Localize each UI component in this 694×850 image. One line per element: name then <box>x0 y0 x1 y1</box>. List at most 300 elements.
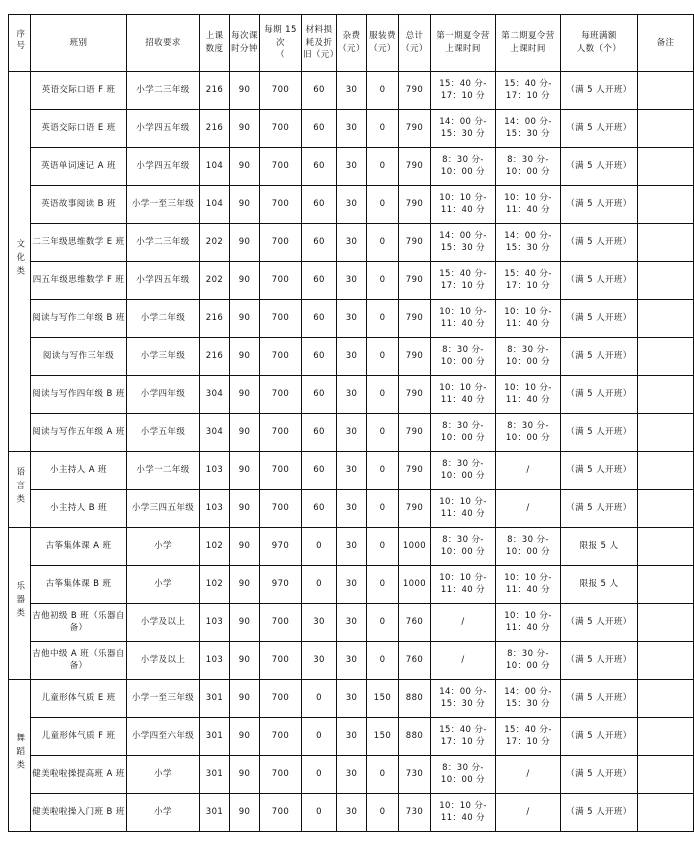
time-line: 8：30 分- <box>442 763 484 774</box>
cell-period1-time <box>431 110 496 148</box>
cell-period2-time <box>496 756 561 794</box>
cell-clothing-fee: 0 <box>367 566 399 604</box>
time-line: 11：40 分 <box>440 584 486 595</box>
cell-term-fee: 700 <box>260 452 302 490</box>
cell-total-fee: 1000 <box>399 566 431 604</box>
cell-misc-fee: 30 <box>337 338 367 376</box>
cell-total-fee: 790 <box>399 262 431 300</box>
time-line: 10：10 分- <box>439 193 487 204</box>
column-header-period2_time-line: 上课时间 <box>510 44 546 54</box>
cell-frequency: 102 <box>200 566 230 604</box>
cell-frequency: 301 <box>200 756 230 794</box>
cell-requirement: 小学 <box>127 794 200 832</box>
cell-material-fee: 60 <box>302 72 337 110</box>
cell-material-fee: 60 <box>302 110 337 148</box>
time-line: / <box>526 768 530 779</box>
cell-requirement: 小学二三年级 <box>127 224 200 262</box>
column-header-requirement-line: 招收要求 <box>145 37 181 48</box>
table-row <box>9 110 694 148</box>
cell-class-name: 英语交际口语 E 班 <box>31 110 127 148</box>
cell-material-fee: 60 <box>302 148 337 186</box>
time-line: 10：10 分- <box>439 383 487 394</box>
cell-period2-time <box>496 680 561 718</box>
column-header-material_fee-line: 耗及折 <box>305 37 333 48</box>
cell-clothing-fee: 0 <box>367 110 399 148</box>
time-line: 14：00 分- <box>504 231 552 242</box>
category-label: 舞蹈类 <box>14 733 25 774</box>
cell-period1-time <box>431 224 496 262</box>
cell-period1-time <box>431 756 496 794</box>
cell-frequency: 103 <box>200 452 230 490</box>
column-header-remark <box>638 15 694 72</box>
cell-total-fee: 760 <box>399 642 431 680</box>
time-line: 15：30 分 <box>440 128 486 139</box>
cell-requirement: 小学三年级 <box>127 338 200 376</box>
cell-term-fee: 700 <box>260 376 302 414</box>
cell-remark <box>638 338 694 376</box>
column-header-material_fee-line: 材料损 <box>305 24 333 35</box>
time-line: 11：40 分 <box>440 812 486 823</box>
cell-material-fee: 0 <box>302 566 337 604</box>
cell-term-fee: 700 <box>260 148 302 186</box>
category-cell <box>9 528 31 680</box>
time-line: / <box>526 806 530 817</box>
cell-class-quota: （满 5 人开班） <box>561 680 638 718</box>
cell-requirement: 小学一至三年级 <box>127 186 200 224</box>
cell-material-fee: 60 <box>302 224 337 262</box>
cell-misc-fee: 30 <box>337 300 367 338</box>
column-header-misc_fee-line: 杂费 <box>342 31 361 42</box>
time-line: 15：30 分 <box>440 698 486 709</box>
cell-material-fee: 0 <box>302 680 337 718</box>
time-line: 11：40 分 <box>440 508 486 519</box>
cell-misc-fee: 30 <box>337 566 367 604</box>
cell-period2-time <box>496 224 561 262</box>
time-line: 15：30 分 <box>505 128 551 139</box>
table-row <box>9 300 694 338</box>
column-header-period2_time-line: 第二期夏令营 <box>501 31 555 42</box>
cell-period2-time <box>496 262 561 300</box>
column-header-minutes <box>230 15 260 72</box>
column-header-total_fee-line: 总计 <box>405 31 424 42</box>
cell-period1-time <box>431 604 496 642</box>
time-line: 15：30 分 <box>440 242 486 253</box>
cell-total-fee: 790 <box>399 110 431 148</box>
cell-total-fee: 790 <box>399 414 431 452</box>
cell-material-fee: 60 <box>302 452 337 490</box>
time-line: 10：00 分 <box>440 470 486 481</box>
cell-material-fee: 30 <box>302 642 337 680</box>
category-cell <box>9 72 31 452</box>
cell-term-fee: 700 <box>260 794 302 832</box>
cell-misc-fee: 30 <box>337 110 367 148</box>
cell-remark <box>638 528 694 566</box>
table-row <box>9 490 694 528</box>
cell-remark <box>638 680 694 718</box>
cell-class-name: 古筝集体课 A 班 <box>31 528 127 566</box>
cell-class-name: 吉他初级 B 班（乐器自备） <box>31 604 127 642</box>
cell-misc-fee: 30 <box>337 680 367 718</box>
column-header-period2_time <box>496 15 561 72</box>
time-line: 15：30 分 <box>505 698 551 709</box>
cell-class-name: 儿童形体气质 F 班 <box>31 718 127 756</box>
cell-minutes: 90 <box>230 528 260 566</box>
time-line: 10：10 分- <box>439 573 487 584</box>
cell-class-quota: （满 5 人开班） <box>561 718 638 756</box>
cell-period2-time <box>496 490 561 528</box>
cell-class-name: 阅读与写作五年级 A 班 <box>31 414 127 452</box>
cell-class-name: 阅读与写作二年级 B 班 <box>31 300 127 338</box>
time-line: 10：10 分- <box>504 611 552 622</box>
time-line: 8：30 分- <box>507 649 549 660</box>
cell-requirement: 小学四年级 <box>127 376 200 414</box>
column-header-class_name-line: 班别 <box>69 37 88 48</box>
cell-class-quota: （满 5 人开班） <box>561 338 638 376</box>
cell-misc-fee: 30 <box>337 528 367 566</box>
cell-misc-fee: 30 <box>337 376 367 414</box>
column-header-frequency-line: 数度 <box>205 44 224 54</box>
time-line: 8：30 分- <box>442 155 484 166</box>
time-line: 17：10 分 <box>440 90 486 101</box>
cell-frequency: 104 <box>200 148 230 186</box>
cell-requirement: 小学四至六年级 <box>127 718 200 756</box>
time-line: 15：40 分- <box>504 269 552 280</box>
cell-requirement: 小学 <box>127 528 200 566</box>
cell-total-fee: 790 <box>399 376 431 414</box>
cell-minutes: 90 <box>230 148 260 186</box>
cell-material-fee: 0 <box>302 528 337 566</box>
cell-period2-time <box>496 794 561 832</box>
time-line: 17：10 分 <box>440 280 486 291</box>
table-row <box>9 452 694 490</box>
cell-class-quota: （满 5 人开班） <box>561 414 638 452</box>
cell-total-fee: 790 <box>399 148 431 186</box>
cell-term-fee: 700 <box>260 262 302 300</box>
cell-minutes: 90 <box>230 452 260 490</box>
cell-period1-time <box>431 718 496 756</box>
table-row <box>9 604 694 642</box>
cell-requirement: 小学及以上 <box>127 604 200 642</box>
cell-class-quota: （满 5 人开班） <box>561 148 638 186</box>
time-line: 17：10 分 <box>505 280 551 291</box>
time-line: 11：40 分 <box>505 204 551 215</box>
cell-frequency: 202 <box>200 224 230 262</box>
time-line: 11：40 分 <box>440 204 486 215</box>
cell-misc-fee: 30 <box>337 262 367 300</box>
cell-material-fee: 60 <box>302 186 337 224</box>
time-line: 10：00 分 <box>440 356 486 367</box>
cell-period1-time <box>431 566 496 604</box>
cell-misc-fee: 30 <box>337 490 367 528</box>
cell-total-fee: 880 <box>399 718 431 756</box>
cell-period1-time <box>431 490 496 528</box>
cell-frequency: 301 <box>200 794 230 832</box>
time-line: 10：00 分 <box>440 546 486 557</box>
column-header-total_fee-line: （元） <box>401 44 428 54</box>
cell-class-quota: 限报 5 人 <box>561 528 638 566</box>
cell-term-fee: 700 <box>260 110 302 148</box>
cell-class-name: 阅读与写作三年级 <box>31 338 127 376</box>
column-header-class_quota-line: 人数（个） <box>576 44 622 54</box>
cell-total-fee: 790 <box>399 490 431 528</box>
cell-period2-time <box>496 110 561 148</box>
column-header-index-text: 序号 <box>14 29 25 53</box>
cell-minutes: 90 <box>230 642 260 680</box>
cell-term-fee: 700 <box>260 300 302 338</box>
cell-period2-time <box>496 376 561 414</box>
cell-minutes: 90 <box>230 262 260 300</box>
cell-misc-fee: 30 <box>337 452 367 490</box>
cell-period2-time <box>496 338 561 376</box>
cell-remark <box>638 566 694 604</box>
cell-clothing-fee: 0 <box>367 414 399 452</box>
table-row <box>9 186 694 224</box>
time-line: 10：00 分 <box>505 166 551 177</box>
cell-class-quota: 限报 5 人 <box>561 566 638 604</box>
cell-material-fee: 0 <box>302 756 337 794</box>
column-header-index <box>9 15 31 72</box>
cell-minutes: 90 <box>230 376 260 414</box>
cell-class-name: 健美啦啦操提高班 A 班 <box>31 756 127 794</box>
cell-material-fee: 0 <box>302 794 337 832</box>
time-line: 8：30 分- <box>442 345 484 356</box>
cell-period2-time <box>496 72 561 110</box>
table-row <box>9 148 694 186</box>
cell-class-quota: （满 5 人开班） <box>561 756 638 794</box>
cell-remark <box>638 756 694 794</box>
cell-frequency: 304 <box>200 376 230 414</box>
cell-clothing-fee: 0 <box>367 262 399 300</box>
cell-class-quota: （满 5 人开班） <box>561 186 638 224</box>
cell-class-name: 四五年级思维数学 F 班 <box>31 262 127 300</box>
time-line: 15：40 分- <box>504 79 552 90</box>
cell-clothing-fee: 0 <box>367 794 399 832</box>
cell-remark <box>638 490 694 528</box>
cell-requirement: 小学四五年级 <box>127 110 200 148</box>
cell-clothing-fee: 0 <box>367 224 399 262</box>
column-header-period1_time <box>431 15 496 72</box>
column-header-clothing_fee-line: （元） <box>369 44 396 54</box>
cell-frequency: 202 <box>200 262 230 300</box>
cell-material-fee: 0 <box>302 718 337 756</box>
time-line: 14：00 分- <box>439 117 487 128</box>
time-line: 14：00 分- <box>504 687 552 698</box>
category-cell <box>9 452 31 528</box>
cell-frequency: 301 <box>200 680 230 718</box>
time-line: 8：30 分- <box>507 345 549 356</box>
table-row <box>9 680 694 718</box>
cell-misc-fee: 30 <box>337 72 367 110</box>
time-line: 15：40 分- <box>504 725 552 736</box>
cell-period2-time <box>496 148 561 186</box>
cell-clothing-fee: 0 <box>367 338 399 376</box>
column-header-remark-line: 备注 <box>656 37 675 48</box>
cell-frequency: 216 <box>200 72 230 110</box>
time-line: 10：00 分 <box>505 356 551 367</box>
cell-material-fee: 30 <box>302 604 337 642</box>
cell-total-fee: 790 <box>399 338 431 376</box>
cell-remark <box>638 262 694 300</box>
column-header-minutes-line: 每次课 <box>231 31 258 42</box>
cell-class-quota: （满 5 人开班） <box>561 642 638 680</box>
cell-period2-time <box>496 414 561 452</box>
table-row <box>9 794 694 832</box>
cell-remark <box>638 642 694 680</box>
cell-frequency: 216 <box>200 110 230 148</box>
cell-class-quota: （满 5 人开班） <box>561 262 638 300</box>
cell-misc-fee: 30 <box>337 148 367 186</box>
column-header-material_fee <box>302 15 337 72</box>
cell-period2-time <box>496 642 561 680</box>
cell-total-fee: 760 <box>399 604 431 642</box>
column-header-total_fee <box>399 15 431 72</box>
time-line: 17：10 分 <box>505 90 551 101</box>
time-line: 10：10 分- <box>504 193 552 204</box>
cell-class-name: 小主持人 A 班 <box>31 452 127 490</box>
table-row <box>9 718 694 756</box>
table-row <box>9 528 694 566</box>
cell-period1-time <box>431 528 496 566</box>
cell-frequency: 216 <box>200 338 230 376</box>
cell-clothing-fee: 0 <box>367 376 399 414</box>
cell-total-fee: 790 <box>399 72 431 110</box>
cell-clothing-fee: 0 <box>367 300 399 338</box>
cell-period2-time <box>496 718 561 756</box>
cell-requirement: 小学一二年级 <box>127 452 200 490</box>
time-line: 10：00 分 <box>505 546 551 557</box>
cell-clothing-fee: 0 <box>367 186 399 224</box>
column-header-misc_fee <box>337 15 367 72</box>
time-line: 8：30 分- <box>507 155 549 166</box>
cell-misc-fee: 30 <box>337 756 367 794</box>
cell-material-fee: 60 <box>302 490 337 528</box>
cell-frequency: 102 <box>200 528 230 566</box>
cell-period2-time <box>496 604 561 642</box>
cell-period1-time <box>431 452 496 490</box>
table-row <box>9 414 694 452</box>
time-line: 8：30 分- <box>507 421 549 432</box>
table-header <box>9 15 694 72</box>
cell-minutes: 90 <box>230 110 260 148</box>
time-line: 10：10 分- <box>439 497 487 508</box>
time-line: 14：00 分- <box>504 117 552 128</box>
cell-remark <box>638 414 694 452</box>
cell-clothing-fee: 0 <box>367 642 399 680</box>
cell-class-quota: （满 5 人开班） <box>561 490 638 528</box>
cell-frequency: 304 <box>200 414 230 452</box>
cell-misc-fee: 30 <box>337 794 367 832</box>
time-line: 11：40 分 <box>440 394 486 405</box>
time-line: 8：30 分- <box>442 421 484 432</box>
cell-requirement: 小学二三年级 <box>127 72 200 110</box>
cell-class-quota: （满 5 人开班） <box>561 300 638 338</box>
column-header-period1_time-line: 第一期夏令营 <box>436 31 490 42</box>
cell-requirement: 小学四五年级 <box>127 262 200 300</box>
cell-material-fee: 60 <box>302 414 337 452</box>
cell-period1-time <box>431 300 496 338</box>
cell-clothing-fee: 0 <box>367 604 399 642</box>
cell-misc-fee: 30 <box>337 642 367 680</box>
cell-requirement: 小学 <box>127 756 200 794</box>
column-header-clothing_fee-line: 服装费 <box>369 31 396 42</box>
table-row <box>9 642 694 680</box>
cell-remark <box>638 72 694 110</box>
cell-frequency: 103 <box>200 642 230 680</box>
cell-requirement: 小学三四五年级 <box>127 490 200 528</box>
cell-requirement: 小学二年级 <box>127 300 200 338</box>
cell-class-quota: （满 5 人开班） <box>561 794 638 832</box>
cell-clothing-fee: 0 <box>367 490 399 528</box>
cell-remark <box>638 186 694 224</box>
column-header-class_quota <box>561 15 638 72</box>
cell-minutes: 90 <box>230 72 260 110</box>
cell-requirement: 小学一至三年级 <box>127 680 200 718</box>
cell-class-quota: （满 5 人开班） <box>561 224 638 262</box>
cell-minutes: 90 <box>230 756 260 794</box>
time-line: / <box>461 654 465 665</box>
column-header-requirement <box>127 15 200 72</box>
cell-frequency: 216 <box>200 300 230 338</box>
cell-period1-time <box>431 642 496 680</box>
time-line: 11：40 分 <box>505 318 551 329</box>
cell-remark <box>638 148 694 186</box>
time-line: 15：40 分- <box>439 79 487 90</box>
cell-remark <box>638 300 694 338</box>
time-line: 11：40 分 <box>505 622 551 633</box>
time-line: 8：30 分- <box>507 535 549 546</box>
cell-class-quota: （满 5 人开班） <box>561 452 638 490</box>
cell-frequency: 103 <box>200 604 230 642</box>
time-line: 15：40 分- <box>439 725 487 736</box>
table-row <box>9 262 694 300</box>
table-row <box>9 376 694 414</box>
time-line: 17：10 分 <box>505 736 551 747</box>
column-header-material_fee-line: 旧（元） <box>303 50 339 61</box>
cell-period1-time <box>431 794 496 832</box>
cell-clothing-fee: 0 <box>367 756 399 794</box>
cell-misc-fee: 30 <box>337 224 367 262</box>
column-header-period1_time-line: 上课时间 <box>445 44 481 54</box>
cell-remark <box>638 376 694 414</box>
cell-term-fee: 700 <box>260 490 302 528</box>
cell-term-fee: 700 <box>260 642 302 680</box>
time-line: 10：10 分- <box>504 573 552 584</box>
cell-period1-time <box>431 376 496 414</box>
cell-period1-time <box>431 680 496 718</box>
cell-material-fee: 60 <box>302 300 337 338</box>
cell-clothing-fee: 150 <box>367 718 399 756</box>
cell-minutes: 90 <box>230 338 260 376</box>
time-line: / <box>526 502 530 513</box>
cell-total-fee: 790 <box>399 452 431 490</box>
cell-remark <box>638 224 694 262</box>
time-line: 10：10 分- <box>504 383 552 394</box>
column-header-misc_fee-line: （元） <box>338 44 365 54</box>
course-schedule-table <box>8 14 694 832</box>
cell-term-fee: 700 <box>260 186 302 224</box>
cell-class-name: 小主持人 B 班 <box>31 490 127 528</box>
cell-total-fee: 790 <box>399 224 431 262</box>
time-line: 11：40 分 <box>505 584 551 595</box>
cell-term-fee: 970 <box>260 528 302 566</box>
time-line: 17：10 分 <box>440 736 486 747</box>
cell-term-fee: 700 <box>260 72 302 110</box>
cell-clothing-fee: 0 <box>367 72 399 110</box>
table-row <box>9 756 694 794</box>
cell-period1-time <box>431 262 496 300</box>
cell-minutes: 90 <box>230 794 260 832</box>
category-cell <box>9 680 31 832</box>
